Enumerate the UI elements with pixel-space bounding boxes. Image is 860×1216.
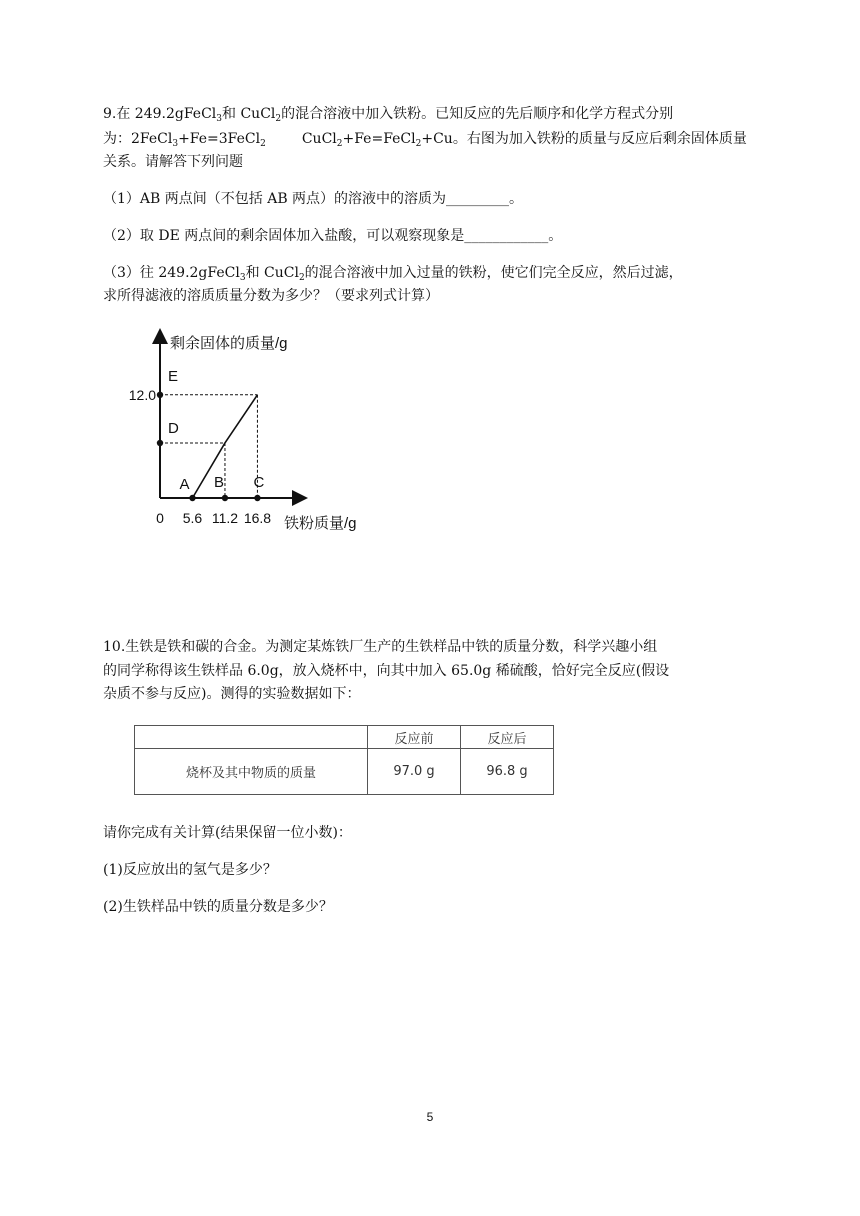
x-tick-label: 0 [156,510,164,526]
q9-sub-question-2: （2）取 DE 两点间的剩余固体加入盐酸，可以观察现象是____________。 [103,228,563,244]
point-label: A [179,476,190,493]
point-a [189,495,195,501]
q10-line-3: 杂质不参与反应)。测得的实验数据如下： [103,686,361,702]
point-e [157,392,163,398]
table-header-before: 反应前 [368,726,461,749]
x-tick-labels [156,510,271,526]
iron-powder-chart [120,322,360,547]
x-tick-label: 5.6 [182,510,203,526]
x-tick-label: 11.2 [211,510,239,526]
data-points [157,392,261,502]
q9-line-1: 9.在 249.2gFeCl$_3$和 CuCl$_2$的混合溶液中加入铁粉。已知反应的先后顺序和化学方程式分别 [103,106,674,124]
table-row-label: 烧杯及其中物质的质量 [135,749,368,795]
q9-sub-question-3: （3）往 249.2gFeCl$_3$和 CuCl$_2$的混合溶液中加入过量的铁粉，使它们完全反应，然后过滤， [103,265,683,283]
point-c [254,495,260,501]
data-series [192,395,257,498]
table-header-empty [135,726,368,749]
y-axis-label: 剩余固体的质量/g [170,335,288,352]
table-cell-before: 97.0 g [368,749,461,795]
point-labels [168,368,264,493]
q9-line-3: 关系。请解答下列问题 [103,154,243,170]
y-tick-labels [129,387,156,403]
point-label: E [168,367,179,385]
point-label: D [168,419,179,437]
table-header-after: 反应后 [461,726,554,749]
q10-prompt: 请你完成有关计算(结果保留一位小数)： [103,825,352,841]
point-b [222,495,228,501]
point-label: B [213,474,224,491]
x-axis-label: 铁粉质量/g [284,515,357,532]
q10-question-1: (1)反应放出的氢气是多少？ [103,862,277,878]
table-row [135,749,554,795]
point-d [157,440,163,446]
q9-sub-question-1: （1）AB 两点间（不包括 AB 两点）的溶液中的溶质为_________。 [103,191,524,207]
q9-sub-question-3-line-2: 求所得滤液的溶质质量分数为多少？（要求列式计算） [103,288,439,304]
series-line [192,395,257,498]
page-number: 5 [426,1110,434,1124]
q9-line-2: 为：2FeCl$_3$+Fe=3FeCl$_2$ CuCl$_2$+Fe=FeCl$_2$+Cu。右图为加入铁粉的质量与反应后剩余固体质量 [103,131,747,149]
table-header-row [135,726,554,749]
x-tick-label: 16.8 [243,510,272,526]
experiment-data-table [134,725,554,795]
table-cell-after: 96.8 g [461,749,554,795]
dashed-guides [160,395,257,498]
q10-line-1: 10.生铁是铁和碳的合金。为测定某炼铁厂生产的生铁样品中铁的质量分数，科学兴趣小组 [103,639,658,655]
y-tick-label: 12.0 [128,386,156,403]
q10-question-2: (2)生铁样品中铁的质量分数是多少？ [103,899,333,915]
point-label: C [253,474,265,491]
q10-line-2: 的同学称得该生铁样品 6.0g，放入烧杯中，向其中加入 65.0g 稀硫酸，恰好完全反应(假设 [103,663,670,679]
